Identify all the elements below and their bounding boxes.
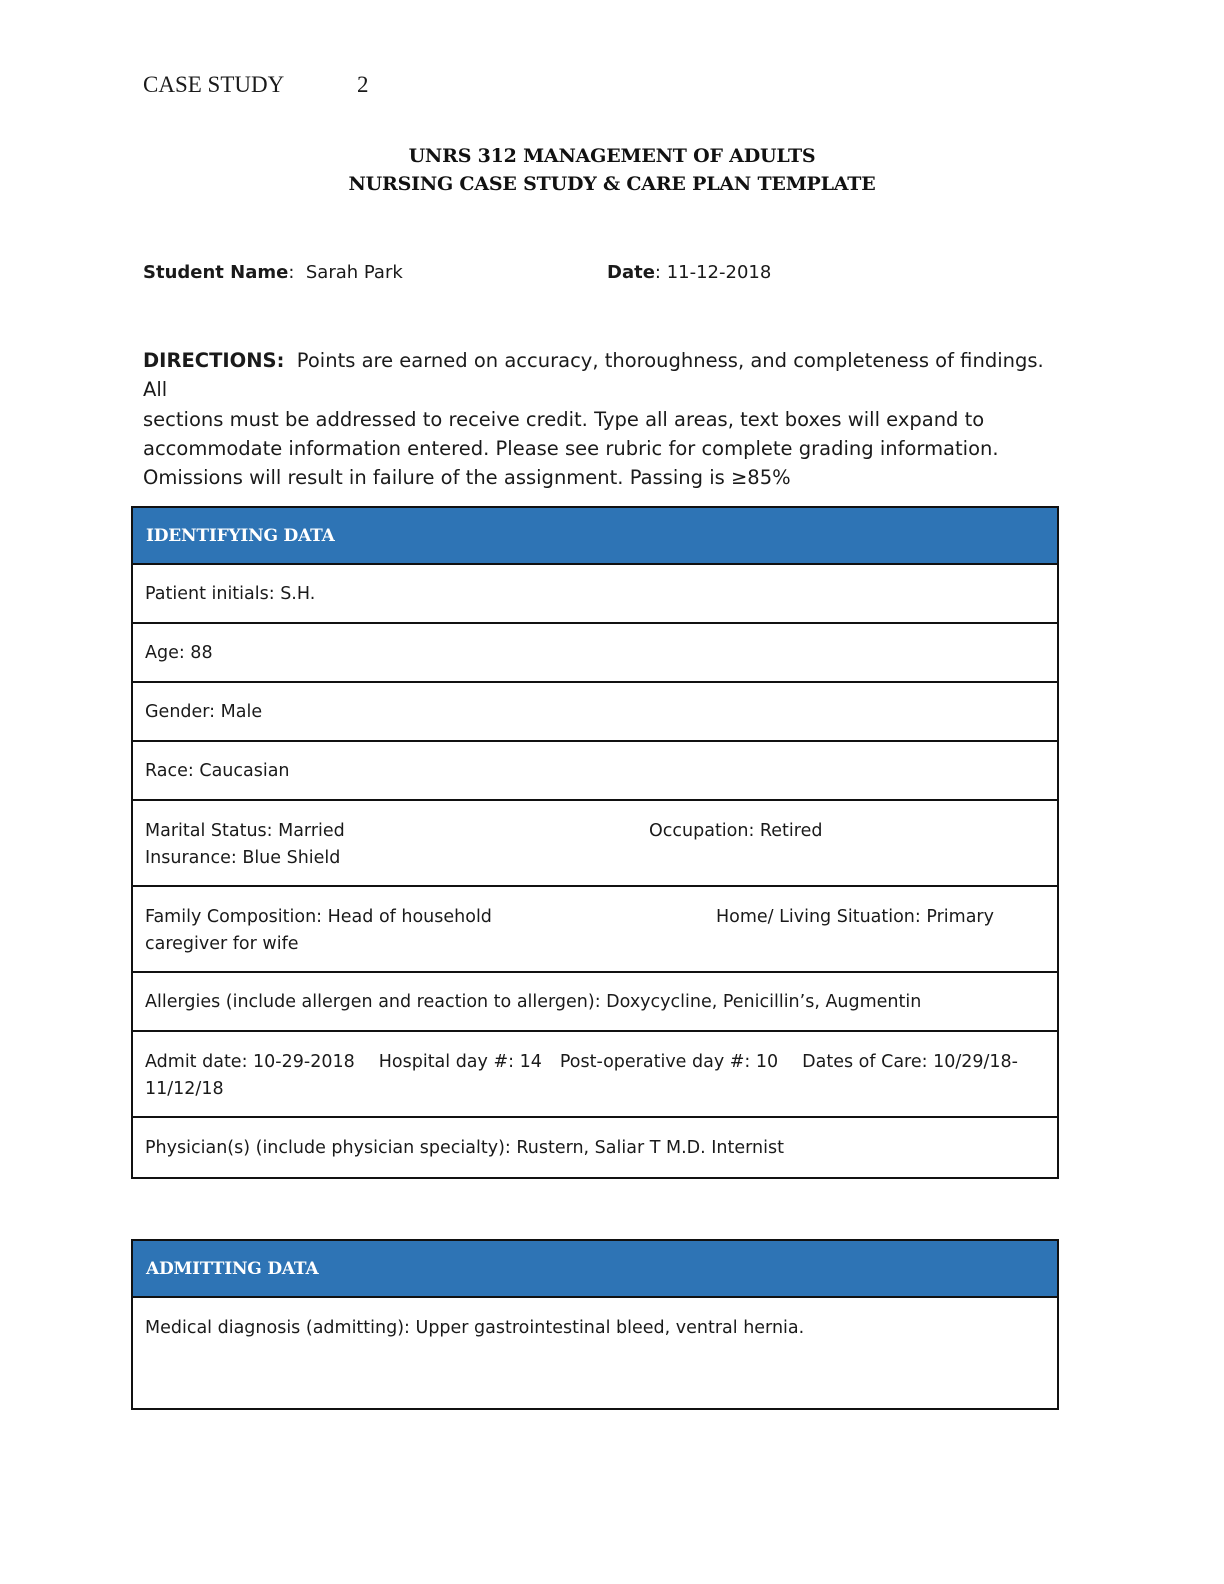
running-head-title: CASE STUDY <box>143 72 285 97</box>
identifying-data-heading: IDENTIFYING DATA <box>133 508 1057 565</box>
admitting-data-table <box>131 1239 1059 1410</box>
admitting-data-heading: ADMITTING DATA <box>133 1241 1057 1298</box>
gender-text: Gender: Male <box>145 701 263 722</box>
admission-dates-line <box>145 1049 1045 1076</box>
race-row[interactable] <box>133 742 1057 801</box>
page-number: 2 <box>357 72 369 97</box>
identifying-data-table <box>131 506 1059 1179</box>
directions-line-1 <box>143 346 1073 405</box>
hospital-day-text: Hospital day #: 14 <box>378 1052 542 1072</box>
admission-dates-row[interactable] <box>133 1032 1057 1118</box>
family-composition-continued: caregiver for wife <box>145 934 299 954</box>
date-label: Date <box>607 262 655 283</box>
allergies-row[interactable] <box>133 973 1057 1032</box>
directions-line-4: Omissions will result in failure of the assignment. Passing is ≥85% <box>143 466 791 490</box>
medical-diagnosis-text: Medical diagnosis (admitting): Upper gastrointestinal bleed, ventral hernia. <box>145 1318 805 1338</box>
allergies-text: Allergies (include allergen and reaction to allergen): Doxycycline, Penicillin’s, Augmentin <box>145 991 922 1012</box>
patient-initials-row[interactable] <box>133 565 1057 624</box>
family-composition-text: Family Composition: Head of household <box>145 907 492 927</box>
dates-of-care-text: Dates of Care: 10/29/18- <box>802 1052 1018 1072</box>
admit-date-text: Admit date: 10-29-2018 <box>145 1052 355 1072</box>
student-name-field: Student Name: Sarah Park <box>143 262 403 283</box>
document-title-line-1: UNRS 312 MANAGEMENT OF ADULTS <box>408 145 816 167</box>
marital-occupation-row[interactable] <box>133 801 1057 887</box>
directions-block <box>143 346 1073 492</box>
running-header <box>143 72 369 98</box>
postop-day-text: Post-operative day #: 10 <box>559 1052 779 1072</box>
occupation-text: Occupation: Retired <box>649 821 823 841</box>
directions-line-2: sections must be addressed to receive credit. Type all areas, text boxes will expand to <box>143 407 985 431</box>
patient-initials-text: Patient initials: S.H. <box>145 583 316 604</box>
marital-status-text: Marital Status: Married <box>145 821 345 841</box>
gender-row[interactable] <box>133 683 1057 742</box>
insurance-text: Insurance: Blue Shield <box>145 848 341 868</box>
age-text: Age: 88 <box>145 642 213 663</box>
physicians-text: Physician(s) (include physician specialty): Rustern, Saliar T M.D. Internist <box>145 1137 784 1158</box>
home-living-text: Home/ Living Situation: Primary <box>716 907 994 927</box>
student-name-value: Sarah Park <box>305 262 403 283</box>
directions-text-1: Points are earned on accuracy, thoroughness, and completeness of findings. All <box>143 349 1044 402</box>
date-field: Date: 11-12-2018 <box>607 262 772 283</box>
student-name-label: Student Name <box>143 262 289 283</box>
directions-line-3: accommodate information entered. Please see rubric for complete grading information. <box>143 436 999 460</box>
medical-diagnosis-row[interactable] <box>133 1298 1057 1408</box>
document-title-line-2: NURSING CASE STUDY & CARE PLAN TEMPLATE <box>348 173 876 195</box>
dates-of-care-continued: 11/12/18 <box>145 1079 224 1099</box>
directions-label: DIRECTIONS: <box>143 349 285 372</box>
age-row[interactable] <box>133 624 1057 683</box>
family-home-row[interactable] <box>133 887 1057 973</box>
race-text: Race: Caucasian <box>145 760 290 781</box>
physicians-row[interactable] <box>133 1118 1057 1177</box>
date-value: 11-12-2018 <box>666 262 772 283</box>
